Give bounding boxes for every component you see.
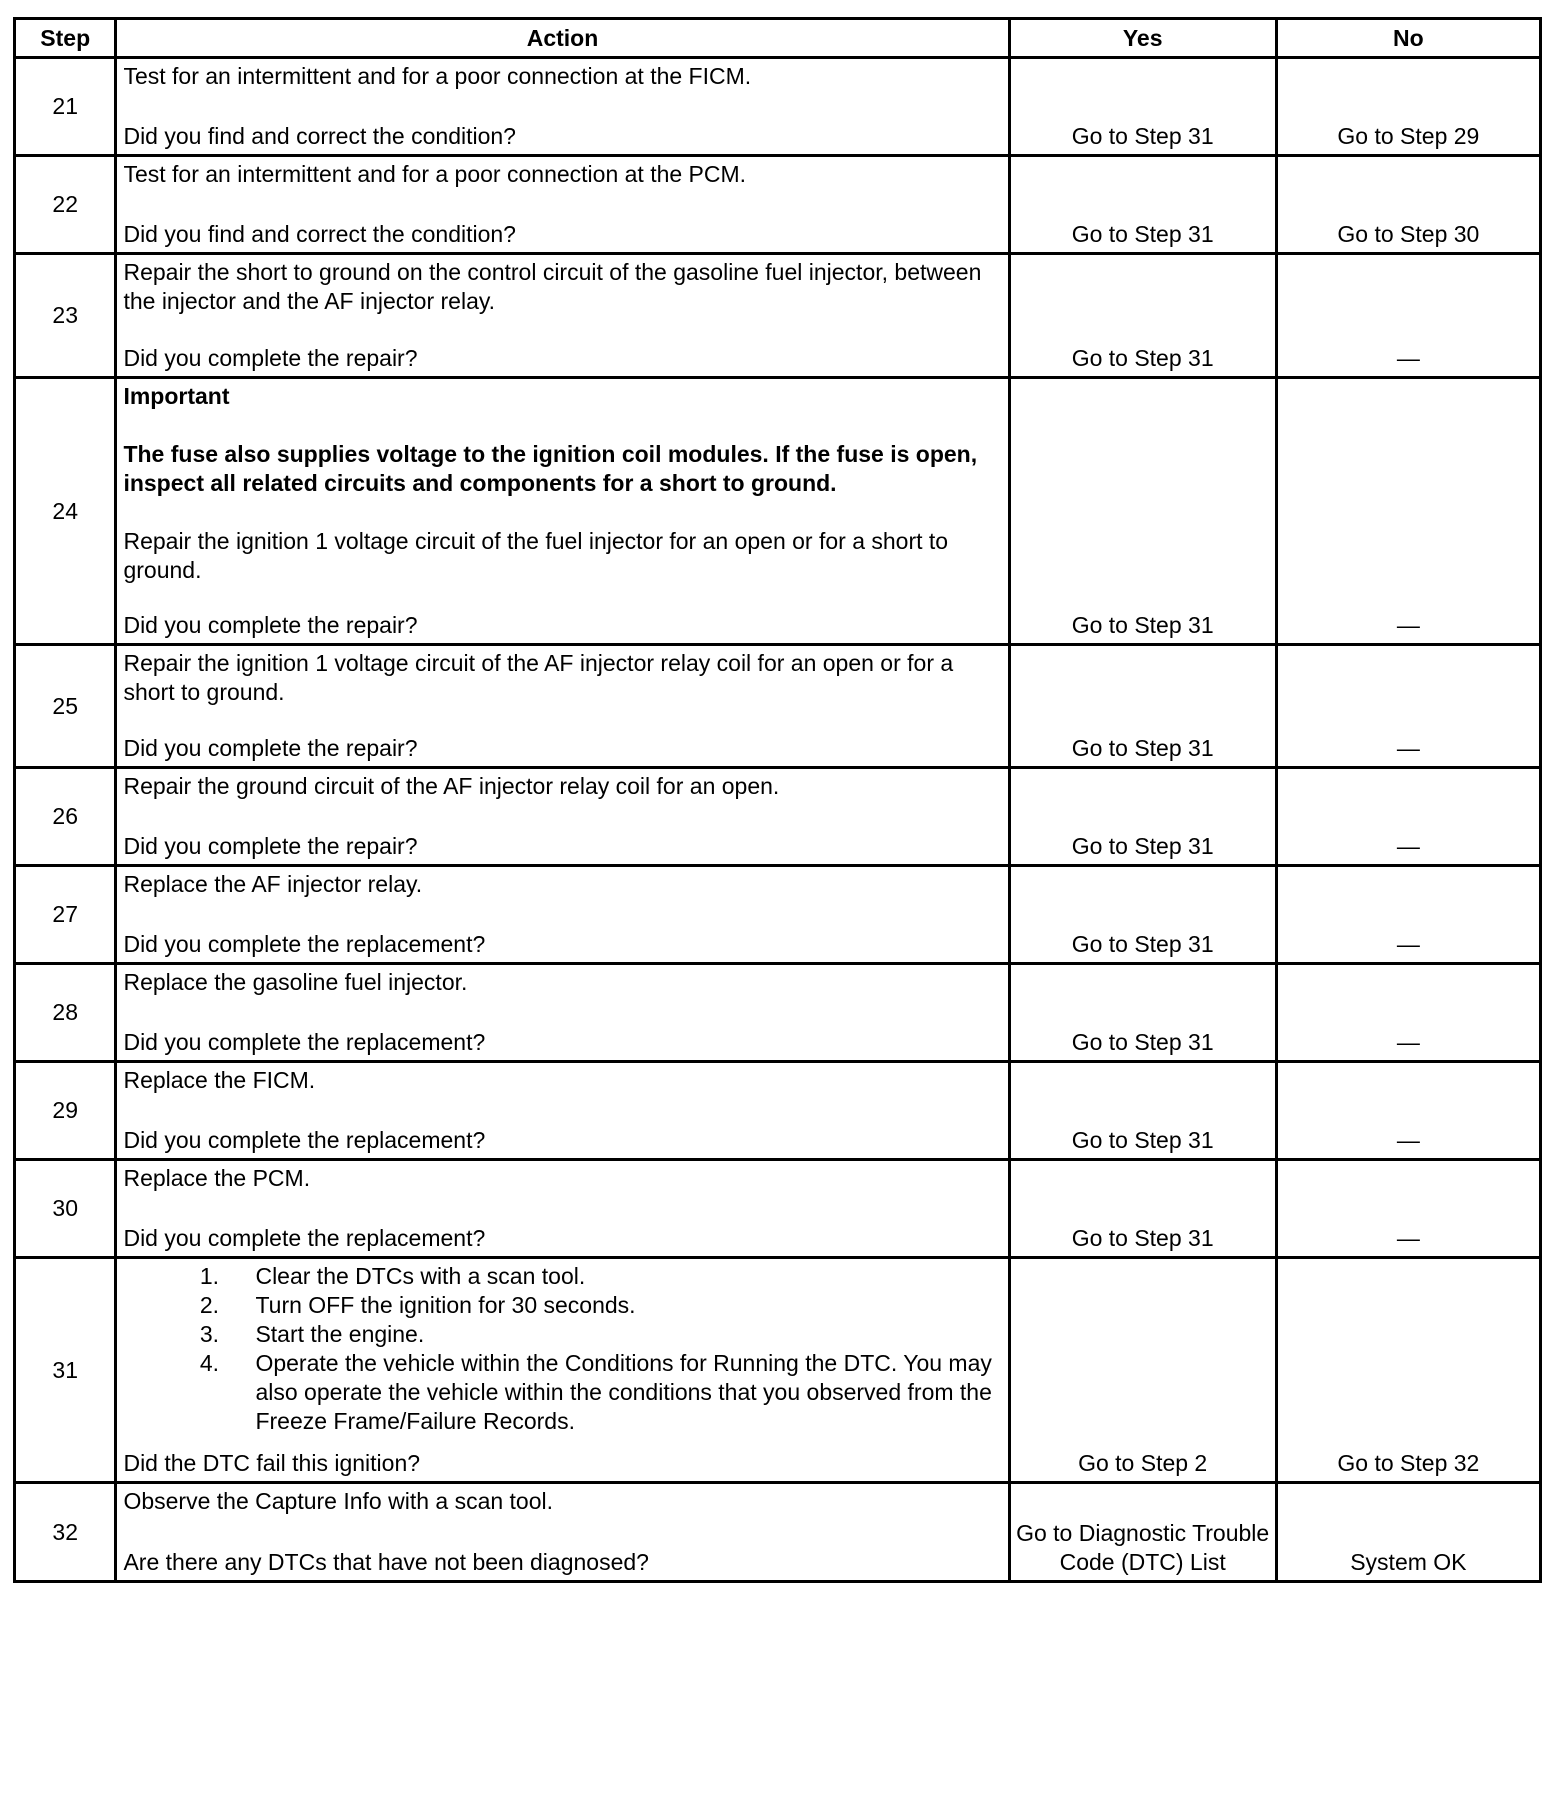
action-text: Observe the Capture Info with a scan tool.: [123, 1488, 554, 1514]
no-cell: —: [1276, 1160, 1540, 1258]
action-text: Repair the ignition 1 voltage circuit of the AF injector relay coil for an open or for a short to ground.: [123, 650, 954, 705]
header-no: No: [1276, 19, 1540, 58]
table-row: [15, 1483, 1541, 1582]
step-number: 28: [15, 964, 116, 1062]
no-cell: —: [1276, 768, 1540, 866]
table-row: [15, 378, 1541, 645]
no-cell: —: [1276, 866, 1540, 964]
action-text: Repair the ground circuit of the AF injector relay coil for an open.: [123, 773, 780, 799]
action-cell: [116, 964, 1009, 1062]
action-text: Test for an intermittent and for a poor connection at the PCM.: [123, 161, 747, 187]
step-number: 21: [15, 58, 116, 156]
header-action: Action: [116, 19, 1009, 58]
action-cell: [116, 1160, 1009, 1258]
step-number: 29: [15, 1062, 116, 1160]
list-item: 1. Clear the DTCs with a scan tool.: [225, 1262, 1001, 1291]
yes-cell: Go to Step 31: [1009, 378, 1276, 645]
table-row: [15, 58, 1541, 156]
table-row: [15, 866, 1541, 964]
table-row: [15, 254, 1541, 378]
header-row: [15, 19, 1541, 58]
yes-cell: Go to Step 31: [1009, 1160, 1276, 1258]
no-cell: —: [1276, 964, 1540, 1062]
list-item: 3. Start the engine.: [225, 1320, 1001, 1349]
table-row: [15, 645, 1541, 768]
action-cell: [116, 645, 1009, 768]
action-text: Repair the ignition 1 voltage circuit of the fuel injector for an open or for a short to ground.: [123, 528, 949, 583]
action-question: Did you complete the repair?: [123, 735, 418, 761]
no-cell: Go to Step 30: [1276, 156, 1540, 254]
yes-cell: Go to Step 2: [1009, 1258, 1276, 1483]
no-cell: System OK: [1276, 1483, 1540, 1582]
action-text: Repair the short to ground on the control circuit of the gasoline fuel injector, between the injector and the AF injector relay.: [123, 259, 982, 314]
step-number: 27: [15, 866, 116, 964]
action-question: Did you find and correct the condition?: [123, 221, 516, 247]
action-text: Replace the FICM.: [123, 1067, 316, 1093]
action-question: Did you complete the repair?: [123, 833, 418, 859]
action-text: Test for an intermittent and for a poor connection at the FICM.: [123, 63, 752, 89]
procedure-list: [123, 1262, 1001, 1436]
list-item: 2. Turn OFF the ignition for 30 seconds.: [225, 1291, 1001, 1320]
step-number: 26: [15, 768, 116, 866]
step-number: 25: [15, 645, 116, 768]
no-cell: —: [1276, 254, 1540, 378]
yes-cell: Go to Step 31: [1009, 964, 1276, 1062]
step-number: 24: [15, 378, 116, 645]
action-text: Replace the AF injector relay.: [123, 871, 423, 897]
action-cell: [116, 1062, 1009, 1160]
no-cell: —: [1276, 378, 1540, 645]
table-row: [15, 768, 1541, 866]
table-row: [15, 156, 1541, 254]
header-yes: Yes: [1009, 19, 1276, 58]
no-cell: Go to Step 29: [1276, 58, 1540, 156]
action-question: Did you complete the replacement?: [123, 1225, 486, 1251]
step-number: 30: [15, 1160, 116, 1258]
diagnostic-table: [13, 17, 1542, 1583]
action-question: Did you complete the replacement?: [123, 1029, 486, 1055]
action-cell: [116, 254, 1009, 378]
action-text: Replace the gasoline fuel injector.: [123, 969, 468, 995]
yes-cell: Go to Step 31: [1009, 768, 1276, 866]
action-question: Did you find and correct the condition?: [123, 123, 516, 149]
no-cell: Go to Step 32: [1276, 1258, 1540, 1483]
list-item: 4. Operate the vehicle within the Conditions for Running the DTC. You may also operate the vehicle within the conditions that you observed from the Freeze Frame/Failure Records.: [225, 1349, 1001, 1436]
step-number: 23: [15, 254, 116, 378]
yes-cell: Go to Step 31: [1009, 1062, 1276, 1160]
action-cell: [116, 1483, 1009, 1582]
action-question: Are there any DTCs that have not been diagnosed?: [123, 1549, 649, 1575]
step-number: 22: [15, 156, 116, 254]
yes-cell: Go to Step 31: [1009, 254, 1276, 378]
action-cell: [116, 156, 1009, 254]
no-cell: —: [1276, 1062, 1540, 1160]
action-cell: [116, 58, 1009, 156]
action-cell: [116, 768, 1009, 866]
action-question: Did you complete the repair?: [123, 345, 418, 371]
action-cell: [116, 378, 1009, 645]
important-note: The fuse also supplies voltage to the ignition coil modules. If the fuse is open, inspect all related circuits and components for a short to ground.: [123, 441, 978, 496]
table-row: [15, 1160, 1541, 1258]
header-step: Step: [15, 19, 116, 58]
yes-cell: Go to Step 31: [1009, 645, 1276, 768]
table-row: [15, 1258, 1541, 1483]
action-question: Did you complete the replacement?: [123, 1127, 486, 1153]
action-question: Did you complete the replacement?: [123, 931, 486, 957]
step-number: 32: [15, 1483, 116, 1582]
no-cell: —: [1276, 645, 1540, 768]
table-row: [15, 964, 1541, 1062]
action-question: Did the DTC fail this ignition?: [123, 1450, 421, 1476]
important-label: Important: [123, 383, 230, 409]
yes-cell: Go to Step 31: [1009, 58, 1276, 156]
action-text: Replace the PCM.: [123, 1165, 311, 1191]
action-cell: [116, 866, 1009, 964]
yes-cell: Go to Step 31: [1009, 866, 1276, 964]
yes-cell: Go to Diagnostic Trouble Code (DTC) List: [1009, 1483, 1276, 1582]
step-number: 31: [15, 1258, 116, 1483]
table-row: [15, 1062, 1541, 1160]
action-question: Did you complete the repair?: [123, 612, 418, 638]
yes-cell: Go to Step 31: [1009, 156, 1276, 254]
action-cell: [116, 1258, 1009, 1483]
